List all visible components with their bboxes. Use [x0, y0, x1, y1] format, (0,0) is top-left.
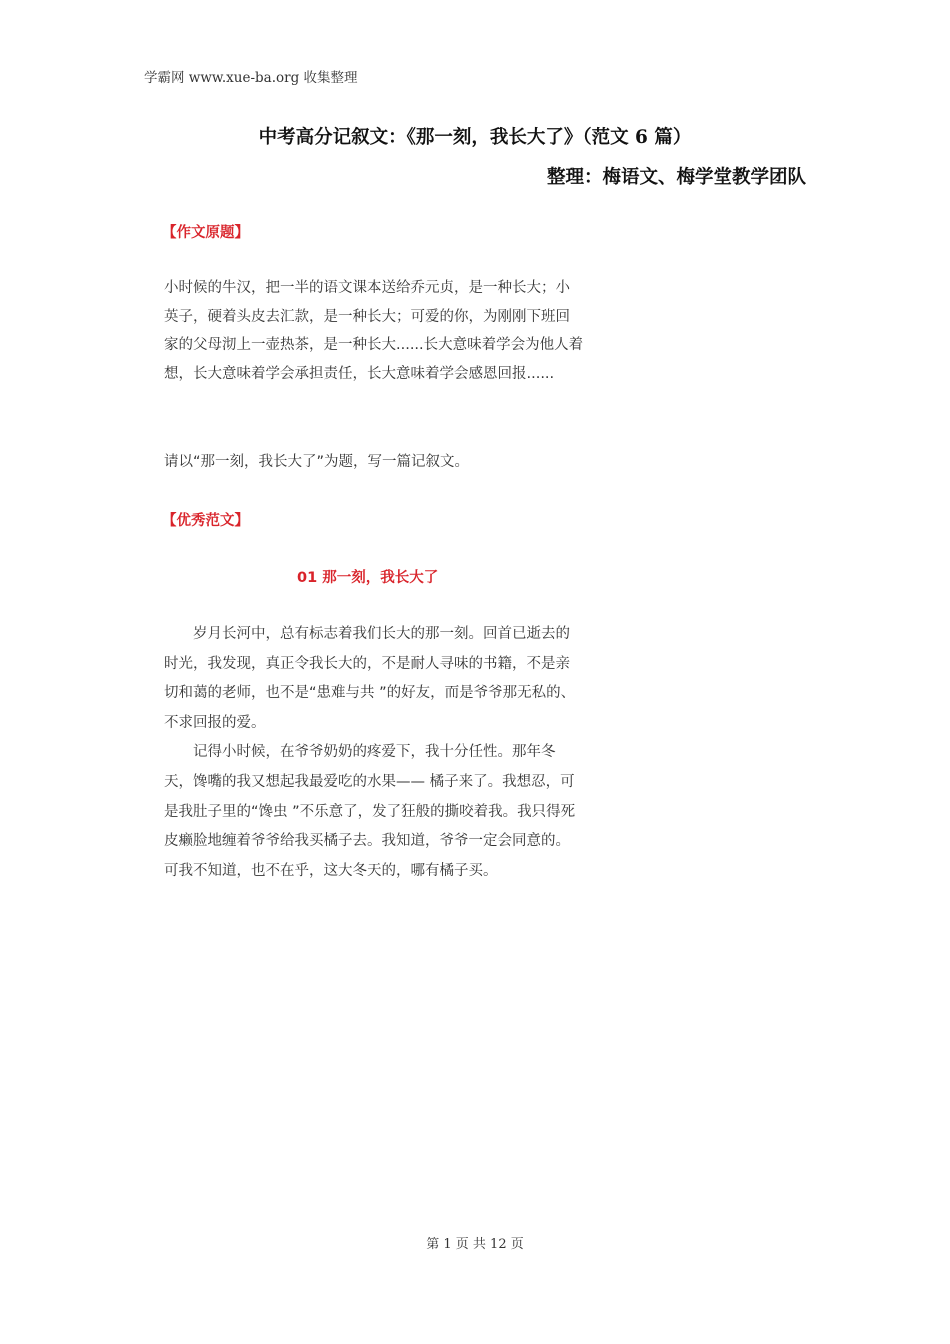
essay-paragraph: 记得小时候，在爷爷奶奶的疼爱下，我十分任性。那年冬天，馋嘴的我又想起我最爱吃的水果—— 橘子来了。我想忍，可是我肚子里的“馋虫 ”不乐意了，发了狂般的撕咬着我。我只得死皮癞脸地缠着爷爷给我买橘子去。我知道，爷爷一定会同意的。可我不知道，也不在乎，这大冬天的，哪有橘子买。 — [164, 744, 576, 879]
prompt-section-label: 【作文原题】 — [162, 225, 249, 241]
document-credit: 整理：梅语文、梅学堂教学团队 — [546, 167, 806, 188]
essay-title: 01 那一刻，我长大了 — [297, 570, 439, 586]
prompt-text: 小时候的牛汉，把一半的语文课本送给乔元贞，是一种长大；小英子，硬着头皮去汇款，是一种长大；可爱的你，为刚刚下班回家的父母沏上一壶热茶，是一种长大......长大意味着学会为他人着想，长大意味着学会承担责任，长大意味着学会感恩回报...... — [164, 280, 584, 383]
essay-paragraph: 岁月长河中，总有标志着我们长大的那一刻。回首已逝去的时光，我发现，真正令我长大的，不是耐人寻味的书籍，不是亲切和蔼的老师，也不是“患难与共 ”的好友，而是爷爷那无私的、不求回报的爱。 — [164, 626, 576, 731]
page-footer: 第 1 页 共 12 页 — [426, 1237, 524, 1252]
prompt-instruction: 请以“那一刻，我长大了”为题，写一篇记叙文。 — [164, 454, 470, 470]
header-source-note: 学霸网 www.xue-ba.org 收集整理 — [144, 70, 358, 86]
essay-body — [164, 620, 584, 886]
samples-section-label: 【优秀范文】 — [162, 513, 249, 529]
document-title: 中考高分记叙文：《那一刻，我长大了》（范文 6 篇） — [258, 127, 692, 148]
